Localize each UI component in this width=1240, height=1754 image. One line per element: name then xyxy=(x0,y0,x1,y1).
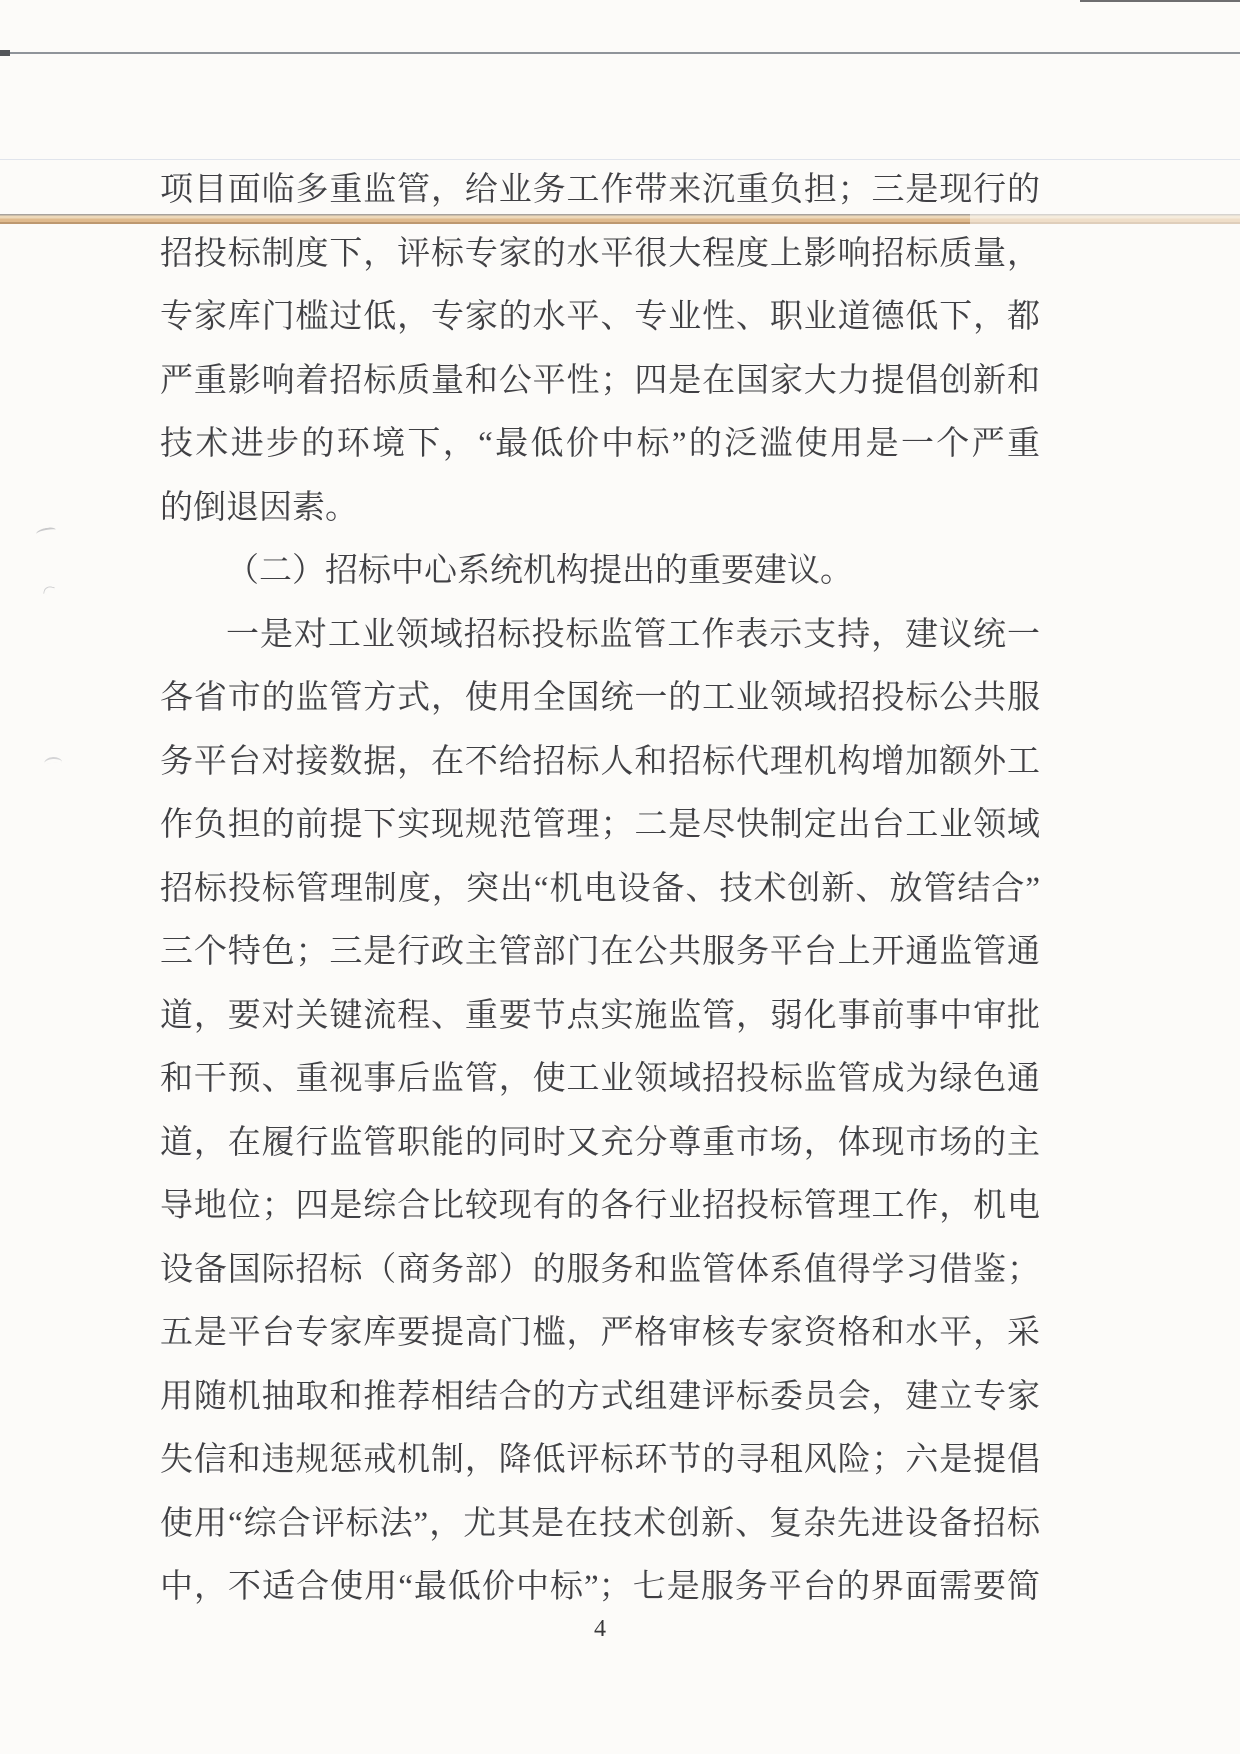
text-line: 三个特色；三是行政主管部门在公共服务平台上开通监管通 xyxy=(160,934,1040,970)
text-line: 和干预、重视事后监管，使工业领域招投标监管成为绿色通 xyxy=(160,1061,1040,1097)
text-line: 招标投标管理制度，突出“机电设备、技术创新、放管结合” xyxy=(160,871,1040,907)
scan-artifact xyxy=(44,756,62,763)
text-line: 各省市的监管方式，使用全国统一的工业领域招投标公共服 xyxy=(160,680,1040,716)
text-line: 作负担的前提下实现规范管理；二是尽快制定出台工业领域 xyxy=(160,807,1040,843)
text-line: 务平台对接数据，在不给招标人和招标代理机构增加额外工 xyxy=(160,744,1040,780)
text-line: 技术进步的环境下，“最低价中标”的泛滥使用是一个严重 xyxy=(160,426,1040,462)
page-number: 4 xyxy=(594,1616,606,1642)
top-rule-left-cap xyxy=(0,50,10,56)
text-line: 招投标制度下，评标专家的水平很大程度上影响招标质量， xyxy=(160,236,1040,272)
text-line: 的倒退因素。 xyxy=(160,490,358,526)
text-line: 导地位；四是综合比较现有的各行业招投标管理工作，机电 xyxy=(160,1188,1040,1224)
text-line: （二）招标中心系统机构提出的重要建议。 xyxy=(226,553,853,589)
text-line: 专家库门槛过低，专家的水平、专业性、职业道德低下，都 xyxy=(160,299,1040,335)
scan-artifact xyxy=(43,585,55,596)
text-line: 用随机抽取和推荐相结合的方式组建评标委员会，建立专家 xyxy=(160,1379,1040,1415)
text-line: 失信和违规惩戒机制，降低评标环节的寻租风险；六是提倡 xyxy=(160,1442,1040,1478)
text-line: 道，在履行监管职能的同时又充分尊重市场，体现市场的主 xyxy=(160,1125,1040,1161)
text-line: 项目面临多重监管，给业务工作带来沉重负担；三是现行的 xyxy=(160,172,1040,208)
text-line: 五是平台专家库要提高门槛，严格审核专家资格和水平，采 xyxy=(160,1315,1040,1351)
text-line: 使用“综合评标法”，尤其是在技术创新、复杂先进设备招标 xyxy=(160,1506,1040,1542)
text-line: 中，不适合使用“最低价中标”；七是服务平台的界面需要简 xyxy=(160,1569,1040,1605)
top-right-edge-line xyxy=(1080,0,1240,2)
text-line: 道，要对关键流程、重要节点实施监管，弱化事前事中审批 xyxy=(160,998,1040,1034)
text-lines xyxy=(160,0,1040,1754)
text-line: 设备国际招标（商务部）的服务和监管体系值得学习借鉴； xyxy=(160,1252,1040,1288)
text-line: 严重影响着招标质量和公平性；四是在国家大力提倡创新和 xyxy=(160,363,1040,399)
scan-artifact xyxy=(36,527,57,538)
text-line: 一是对工业领域招标投标监管工作表示支持，建议统一 xyxy=(226,617,1040,653)
